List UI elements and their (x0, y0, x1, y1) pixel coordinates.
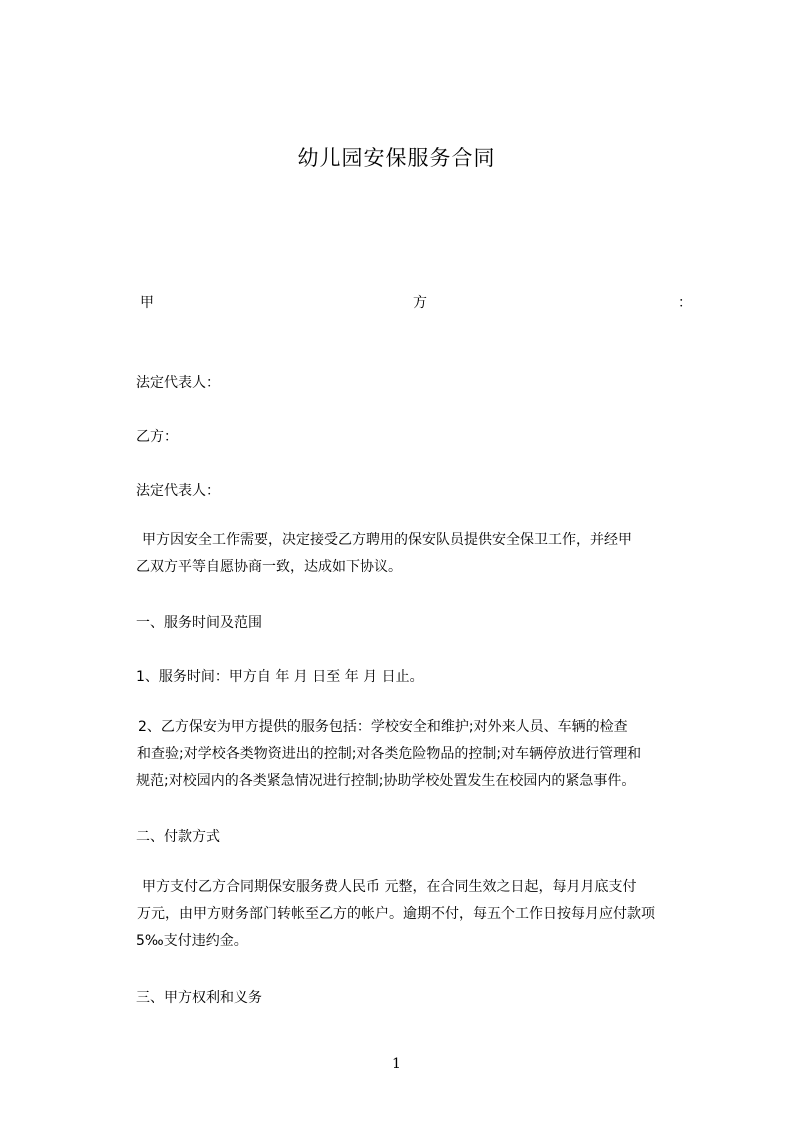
payment-paragraph (136, 874, 696, 955)
party-a-label-fang: 方 (413, 295, 427, 311)
clause-2-line-1: 2、乙方保安为甲方提供的服务包括：学校安全和维护;对外来人员、车辆的检查 (138, 719, 628, 735)
intro-line-1: 甲方因安全工作需要，决定接受乙方聘用的保安队员提供安全保卫工作，并经甲 (142, 532, 632, 548)
clause-2-line-2: 和查验;对学校各类物资进出的控制;对各类危险物品的控制;对车辆停放进行管理和 (137, 746, 642, 762)
clause-2-paragraph (136, 714, 696, 795)
party-a-label-jia: 甲 (140, 295, 154, 311)
party-a-representative: 法定代表人： (136, 375, 220, 391)
document-title: 幼儿园安保服务合同 (297, 146, 496, 170)
payment-line-1: 甲方支付乙方合同期保安服务费人民币 元整，在合同生效之日起，每月月底支付 (142, 879, 637, 895)
payment-line-2: 万元，由甲方财务部门转帐至乙方的帐户。逾期不付，每五个工作日按每月应付款项 (137, 906, 655, 922)
section-2-heading: 二、付款方式 (136, 829, 220, 845)
party-b: 乙方： (136, 429, 178, 445)
intro-line-2: 乙双方平等自愿协商一致，达成如下协议。 (136, 559, 402, 575)
page-number: 1 (392, 1056, 401, 1072)
section-1-heading: 一、服务时间及范围 (136, 615, 262, 631)
intro-paragraph (136, 527, 696, 581)
clause-2-line-3: 规范;对校园内的各类紧急情况进行控制;协助学校处置发生在校园内的紧急事件。 (136, 773, 636, 789)
clause-1-service-time: 1、服务时间：甲方自 年 月 日至 年 月 日止。 (136, 669, 424, 685)
party-a-colon: ： (678, 295, 692, 311)
party-a-line (140, 292, 692, 314)
section-3-heading: 三、甲方权利和义务 (136, 990, 262, 1006)
payment-line-3: 5‰支付违约金。 (136, 933, 248, 949)
party-b-representative: 法定代表人： (136, 483, 220, 499)
